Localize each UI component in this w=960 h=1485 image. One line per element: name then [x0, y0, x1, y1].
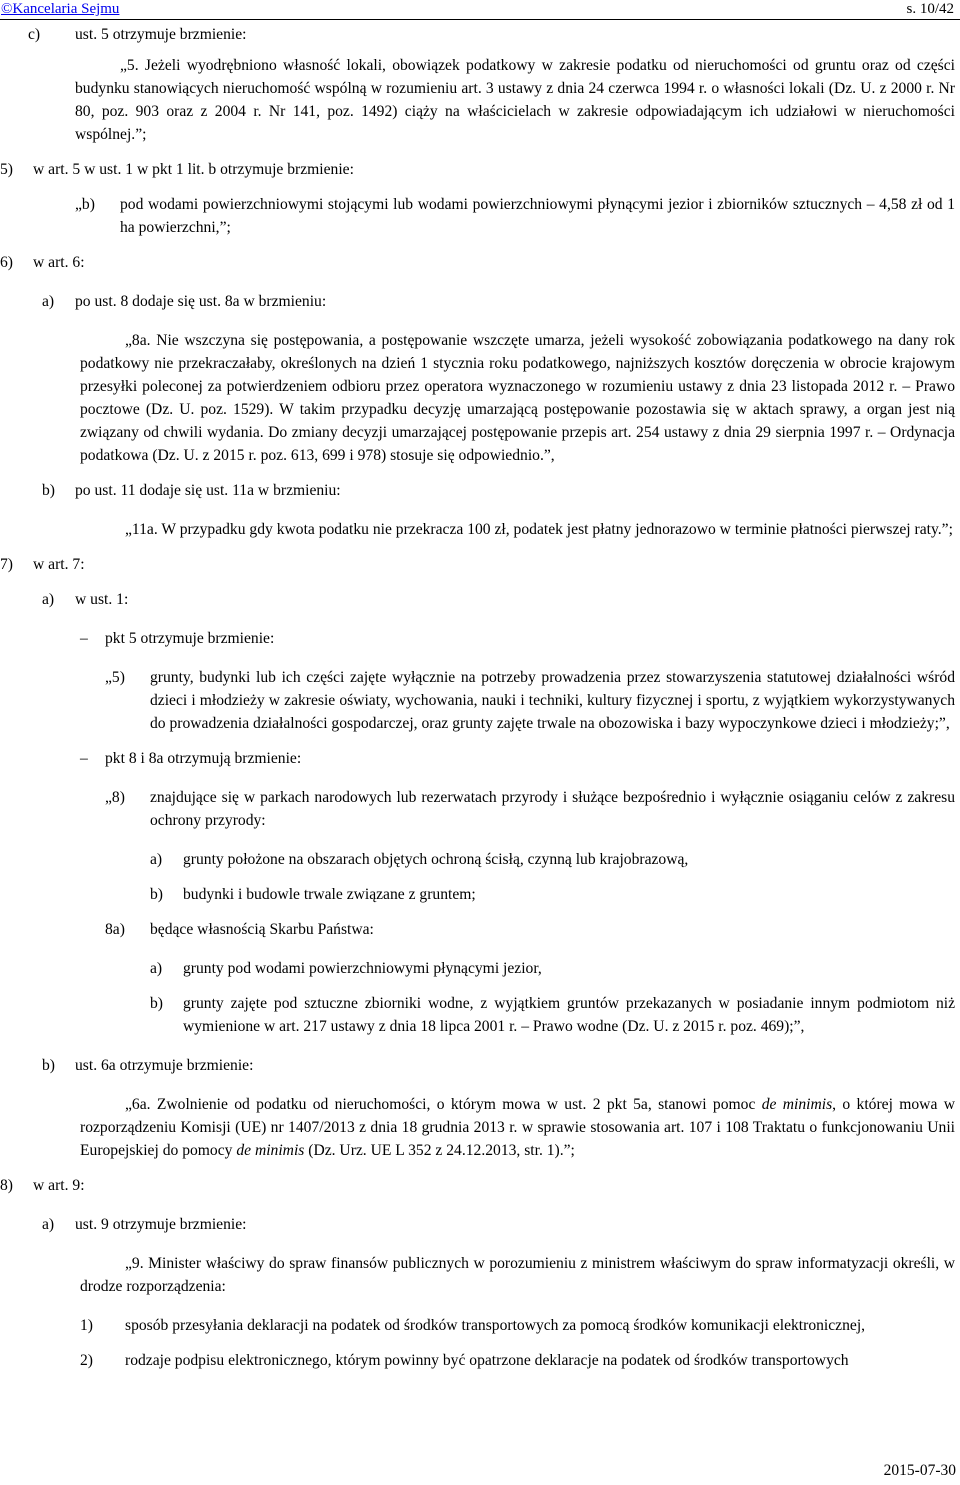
item-text: ust. 5 otrzymuje brzmienie:: [75, 26, 247, 43]
quote-italic: de minimis: [761, 1096, 833, 1113]
item-text: ust. 9 otrzymuje brzmienie:: [75, 1216, 247, 1233]
item-c: [28, 23, 955, 46]
item-label: a): [150, 851, 163, 868]
dash-marker: –: [80, 750, 88, 767]
item-text: grunty pod wodami powierzchniowymi płynącymi jezior,: [183, 960, 542, 977]
item-label: a): [150, 960, 163, 977]
item-label: 7): [0, 556, 13, 573]
pkt-8-lit-b: [150, 883, 955, 906]
item-text: znajdujące się w parkach narodowych lub rezerwatach przyrody i służące bezpośrednio i wyłącznie osiąganiu celów z zakresu ochrony przyrody:: [150, 789, 955, 829]
item-8: [0, 1174, 955, 1197]
item-text: będące własnością Skarbu Państwa:: [150, 921, 374, 938]
item-label: „8): [105, 789, 125, 806]
pkt-8-lit-a: [150, 848, 955, 871]
item-text: w art. 9:: [33, 1177, 85, 1194]
ust-9-pkt-1: [80, 1314, 955, 1337]
item-label: 8a): [105, 921, 125, 938]
quote-text: „8a. Nie wszczyna się postępowania, a postępowanie wszczęte umarza, jeżeli wysokość zobowiązania podatkowego na dany rok podatkowy nie przekraczałaby, określonych na dzień 1 stycznia roku podatkowego, najniższych kosztów doręczenia w obrocie krajowym przesyłki poleconej za potwierdzeniem odbioru przez operatora wyznaczonego w rozumieniu ustawy z dnia 23 listopada 2012 r. – Prawo pocztowe (Dz. U. poz. 1529). W takim przypadku decyzję umarzającą postępowanie pozostawia się w aktach sprawy, a organ jest nią związany od chwili wydania. Do zmiany decyzji umarzającej postępowanie przepis art. 254 ustawy z dnia 29 sierpnia 1997 r. – Ordynacja podatkowa (Dz. U. z 2015 r. poz. 613, 699 i 978) stosuje się odpowiednio.”,: [80, 332, 955, 464]
item-6: [0, 251, 955, 274]
quote-ust-9: [80, 1252, 955, 1298]
item-text: po ust. 11 dodaje się ust. 11a w brzmieniu:: [75, 482, 341, 499]
quote-ust-5: [75, 54, 955, 146]
item-text: grunty, budynki lub ich części zajęte wyłącznie na potrzeby prowadzenia przez stowarzyszenia statutowej działalności wśród dzieci i młodzieży w zakresie oświaty, wychowania, nauki i techniki, kultury fizycznej i sportu, z wyjątkiem wykorzystywanych do prowadzenia działalności gospodarczej, oraz grunty zajęte trwale na obozowiska i bazy wypoczynkowe dzieci i młodzieży;”,: [150, 669, 955, 732]
item-5-b: [75, 193, 955, 239]
quote-ust-11a: [80, 518, 955, 541]
item-label: a): [42, 293, 55, 310]
item-text: pkt 8 i 8a otrzymują brzmienie:: [105, 750, 302, 767]
item-label: b): [150, 995, 163, 1012]
item-7: [0, 553, 955, 576]
item-label: „5): [105, 669, 125, 686]
quote-text: , o której mowa w rozporządzeniu Komisji (UE) nr 1407/2013 z dnia 18 grudnia 2013 r. w sprawie stosowania art. 107 i 108 Traktatu o funkcjonowaniu Unii Europejskiej do pomocy: [80, 1096, 955, 1159]
item-text: pkt 5 otrzymuje brzmienie:: [105, 630, 275, 647]
item-label: „b): [75, 196, 95, 213]
item-label: 6): [0, 254, 13, 271]
item-8-a: [42, 1213, 955, 1236]
item-7-a-dash-2: [80, 747, 955, 770]
copyright-link[interactable]: ©Kancelaria Sejmu: [1, 1, 120, 17]
item-text: budynki i budowle trwale związane z gruntem;: [183, 886, 476, 903]
item-label: b): [150, 886, 163, 903]
quote-pkt-8a: [105, 918, 955, 941]
item-text: ust. 6a otrzymuje brzmienie:: [75, 1057, 254, 1074]
item-text: sposób przesyłania deklaracji na podatek od środków transportowych za pomocą środków komunikacji elektronicznej,: [125, 1317, 866, 1334]
item-label: a): [42, 1216, 55, 1233]
item-text: rodzaje podpisu elektronicznego, którym powinny być opatrzone deklaracje na podatek od środków transportowych: [125, 1352, 849, 1369]
page-number: s. 10/42: [906, 1, 954, 17]
pkt-8a-lit-b: [150, 992, 955, 1038]
pkt-8a-lit-a: [150, 957, 955, 980]
item-text: grunty położone na obszarach objętych ochroną ścisłą, czynną lub krajobrazową,: [183, 851, 689, 868]
item-text: grunty zajęte pod sztuczne zbiorniki wodne, z wyjątkiem gruntów przekazanych w posiadanie innym podmiotom niż wymienione w art. 217 ustawy z dnia 18 lipca 2001 r. – Prawo wodne (Dz. U. z 2015 r. poz. 469);”,: [183, 995, 955, 1035]
item-7-a-dash-1: [80, 627, 955, 650]
header-rule: [0, 19, 960, 20]
item-text: w art. 5 w ust. 1 w pkt 1 lit. b otrzymuje brzmienie:: [33, 161, 354, 178]
item-5: [0, 158, 955, 181]
item-7-a: [42, 588, 955, 611]
item-text: w art. 7:: [33, 556, 85, 573]
quote-text: „6a. Zwolnienie od podatku od nieruchomości, o którym mowa w ust. 2 pkt 5a, stanowi pomoc: [125, 1096, 762, 1113]
item-text: w art. 6:: [33, 254, 85, 271]
ust-9-pkt-2: [80, 1349, 955, 1372]
quote-text: „9. Minister właściwy do spraw finansów publicznych w porozumieniu z ministrem właściwym do spraw informatyzacji określi, w drodze rozporządzenia:: [80, 1255, 955, 1295]
item-text: pod wodami powierzchniowymi stojącymi lub wodami powierzchniowymi płynącymi jezior i zbiorników sztucznych – 4,58 zł od 1 ha powierzchni,”;: [120, 196, 955, 236]
item-6-b: [42, 479, 955, 502]
item-label: 2): [80, 1352, 93, 1369]
item-6-a: [42, 290, 955, 313]
quote-ust-6a: [80, 1093, 955, 1162]
item-label: c): [28, 26, 41, 43]
quote-text: (Dz. Urz. UE L 352 z 24.12.2013, str. 1).”;: [304, 1142, 575, 1159]
item-label: b): [42, 482, 55, 499]
item-label: a): [42, 591, 55, 608]
document-body: [0, 23, 955, 1372]
item-text: w ust. 1:: [75, 591, 129, 608]
quote-ust-8a: [80, 329, 955, 467]
item-label: b): [42, 1057, 55, 1074]
quote-text: „5. Jeżeli wyodrębniono własność lokali, obowiązek podatkowy w zakresie podatku od nieruchomości od gruntu oraz od części budynku stanowiących nieruchomość wspólną w rozumieniu art. 3 ustawy z dnia 24 czerwca 1994 r. o własności lokali (Dz. U. z 2000 r. Nr 80, poz. 903 oraz z 2004 r. Nr 141, poz. 1492) ciąży na właścicielach w zakresie odpowiadającym ich udziałowi w nieruchomości wspólnej.”;: [75, 57, 955, 143]
page-header: [0, 0, 960, 20]
footer-date: 2015-07-30: [883, 1462, 956, 1479]
quote-pkt-8: [105, 786, 955, 832]
item-label: 8): [0, 1177, 13, 1194]
quote-italic: de minimis: [236, 1142, 305, 1159]
item-7-b: [42, 1054, 955, 1077]
item-label: 1): [80, 1317, 93, 1334]
dash-marker: –: [80, 630, 88, 647]
item-label: 5): [0, 161, 13, 178]
item-text: po ust. 8 dodaje się ust. 8a w brzmieniu:: [75, 293, 327, 310]
quote-pkt-5: [105, 666, 955, 735]
quote-text: „11a. W przypadku gdy kwota podatku nie przekracza 100 zł, podatek jest płatny jednorazowo w terminie płatności pierwszej raty.”;: [125, 521, 953, 538]
